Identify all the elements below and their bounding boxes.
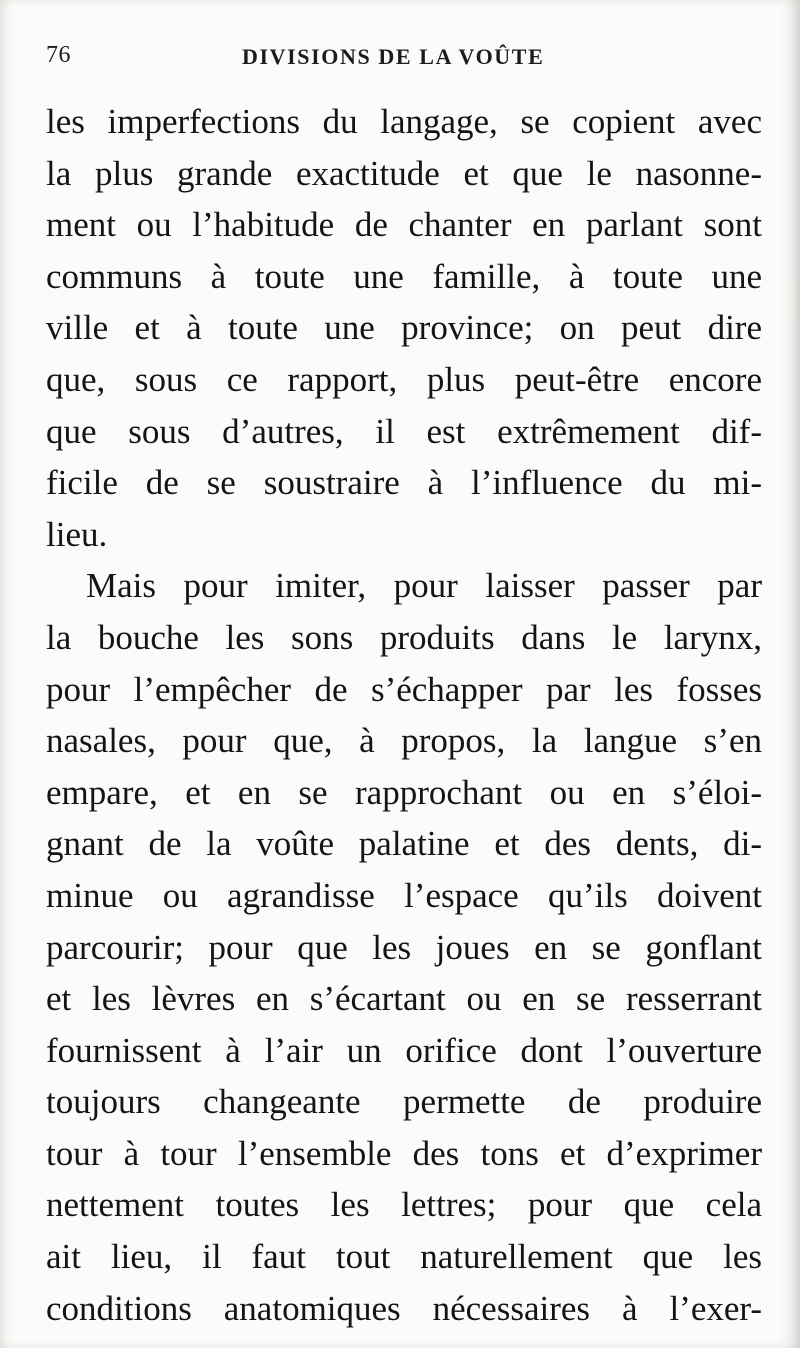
- text-line: ment ou l’habitude de chanter en parlant sont: [46, 205, 762, 245]
- text-line: Mais pour imiter, pour laisser passer par: [86, 566, 762, 606]
- text-line: ville et à toute une province; on peut dire: [46, 308, 762, 348]
- text-line: que, sous ce rapport, plus peut-être encore: [46, 359, 762, 399]
- text-line: empare, et en se rapprochant ou en s’éloi-: [46, 772, 762, 812]
- body-text: [46, 96, 762, 1334]
- text-line: gnant de la voûte palatine et des dents, di-: [46, 824, 762, 864]
- text-line: ait lieu, il faut tout naturellement que les: [46, 1237, 762, 1277]
- text-line: que sous d’autres, il est extrêmement dif-: [46, 411, 762, 451]
- text-line: communs à toute une famille, à toute une: [46, 256, 762, 296]
- page-number: 76: [46, 42, 71, 68]
- text-line: tour à tour l’ensemble des tons et d’exprimer: [46, 1133, 762, 1173]
- text-line: la bouche les sons produits dans le larynx,: [46, 617, 762, 657]
- text-line: les imperfections du langage, se copient avec: [46, 102, 762, 141]
- text-line: et les lèvres en s’écartant ou en se resserrant: [46, 979, 762, 1019]
- text-line: nasales, pour que, à propos, la langue s’en: [46, 721, 762, 761]
- text-line: pour l’empêcher de s’échapper par les fosses: [46, 669, 762, 709]
- text-line: ficile de se soustraire à l’influence du mi-: [46, 463, 762, 503]
- text-line: parcourir; pour que les joues en se gonflant: [46, 927, 762, 967]
- text-line: nettement toutes les lettres; pour que cela: [46, 1185, 762, 1225]
- text-line: lieu.: [46, 514, 108, 554]
- text-line: fournissent à l’air un orifice dont l’ouverture: [46, 1030, 762, 1070]
- text-line: toujours changeante permette de produire: [46, 1082, 762, 1122]
- running-title: DIVISIONS DE LA VOÛTE: [242, 44, 545, 69]
- text-line: conditions anatomiques nécessaires à l’exer-: [46, 1288, 762, 1328]
- running-head: [46, 42, 756, 76]
- text-line: la plus grande exactitude et que le nasonne-: [46, 153, 762, 193]
- text-line: minue ou agrandisse l’espace qu’ils doivent: [46, 875, 762, 915]
